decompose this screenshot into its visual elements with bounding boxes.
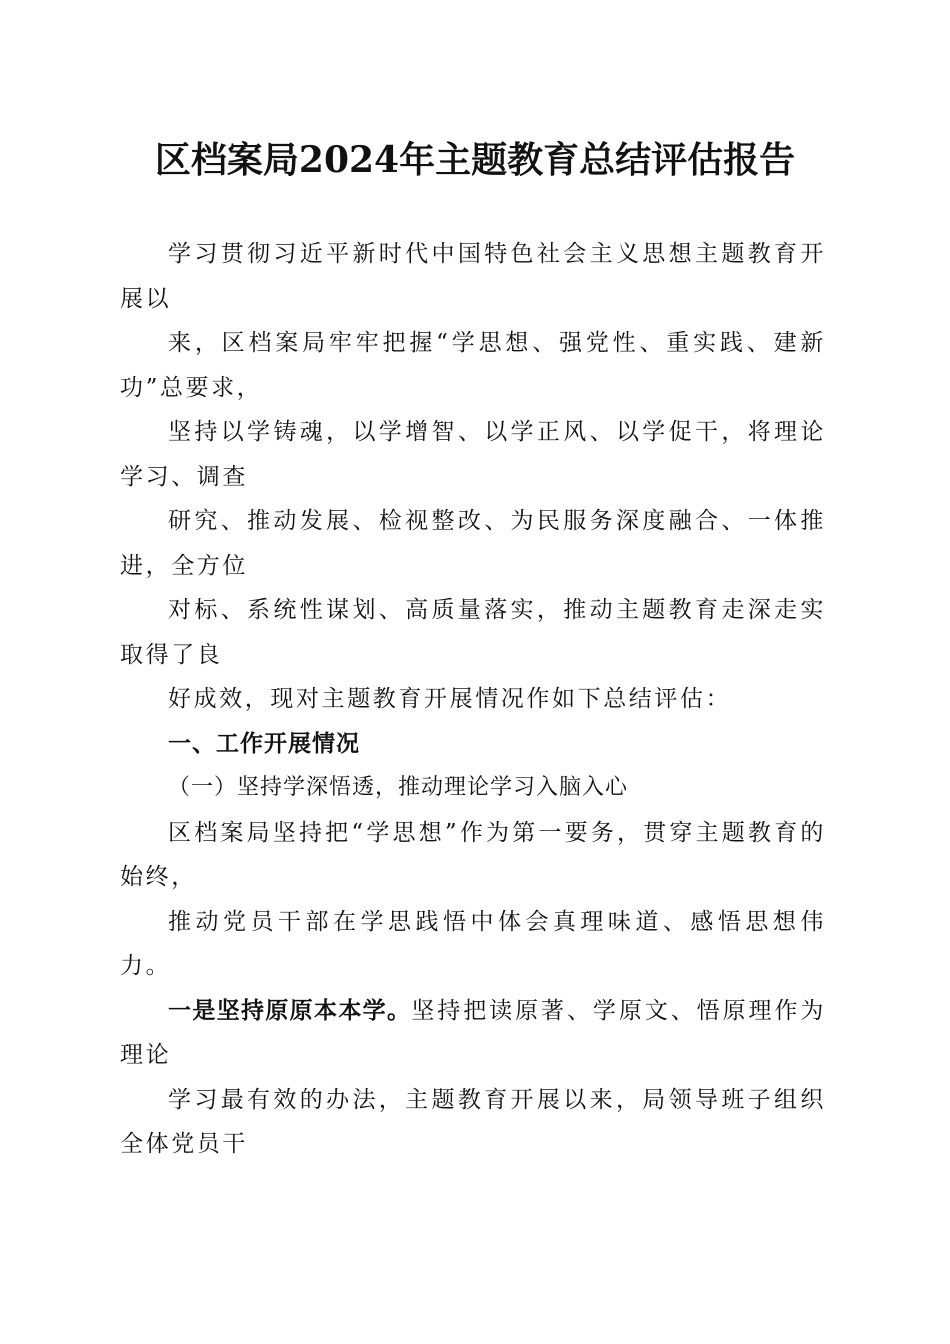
- point-text: 坚持把读原著、学原文、悟原理作为理论: [120, 997, 826, 1068]
- paragraph: 坚持以学铸魂，以学增智、以学正风、以学促干，将理论学习、调查: [120, 419, 826, 490]
- paragraph: 来，区档案局牢牢把握“学思想、强党性、重实践、建新功”总要求，: [120, 330, 826, 401]
- paragraph: 对标、系统性谋划、高质量落实，推动主题教育走深走实取得了良: [120, 597, 826, 668]
- point-lead: 一是坚持原原本本学。: [168, 997, 412, 1024]
- document-body: [120, 232, 826, 1167]
- paragraph: 好成效，现对主题教育开展情况作如下总结评估：: [168, 686, 732, 712]
- paragraph: 区档案局坚持把“学思想”作为第一要务，贯穿主题教育的始终，: [120, 819, 826, 890]
- document-title: 区档案局2024年主题教育总结评估报告: [154, 139, 796, 181]
- paragraph: 学习最有效的办法，主题教育开展以来，局领导班子组织全体党员干: [120, 1086, 826, 1157]
- paragraph: 学习贯彻习近平新时代中国特色社会主义思想主题教育开展以: [120, 241, 826, 312]
- point-paragraph: [120, 989, 826, 1078]
- paragraph: 推动党员干部在学思践悟中体会真理味道、感悟思想伟力。: [120, 908, 826, 979]
- paragraph: 研究、推动发展、检视整改、为民服务深度融合、一体推进，全方位: [120, 508, 826, 579]
- section-heading: 一、工作开展情况: [168, 730, 360, 757]
- subsection-heading: （一）坚持学深悟透，推动理论学习入脑入心: [168, 775, 629, 800]
